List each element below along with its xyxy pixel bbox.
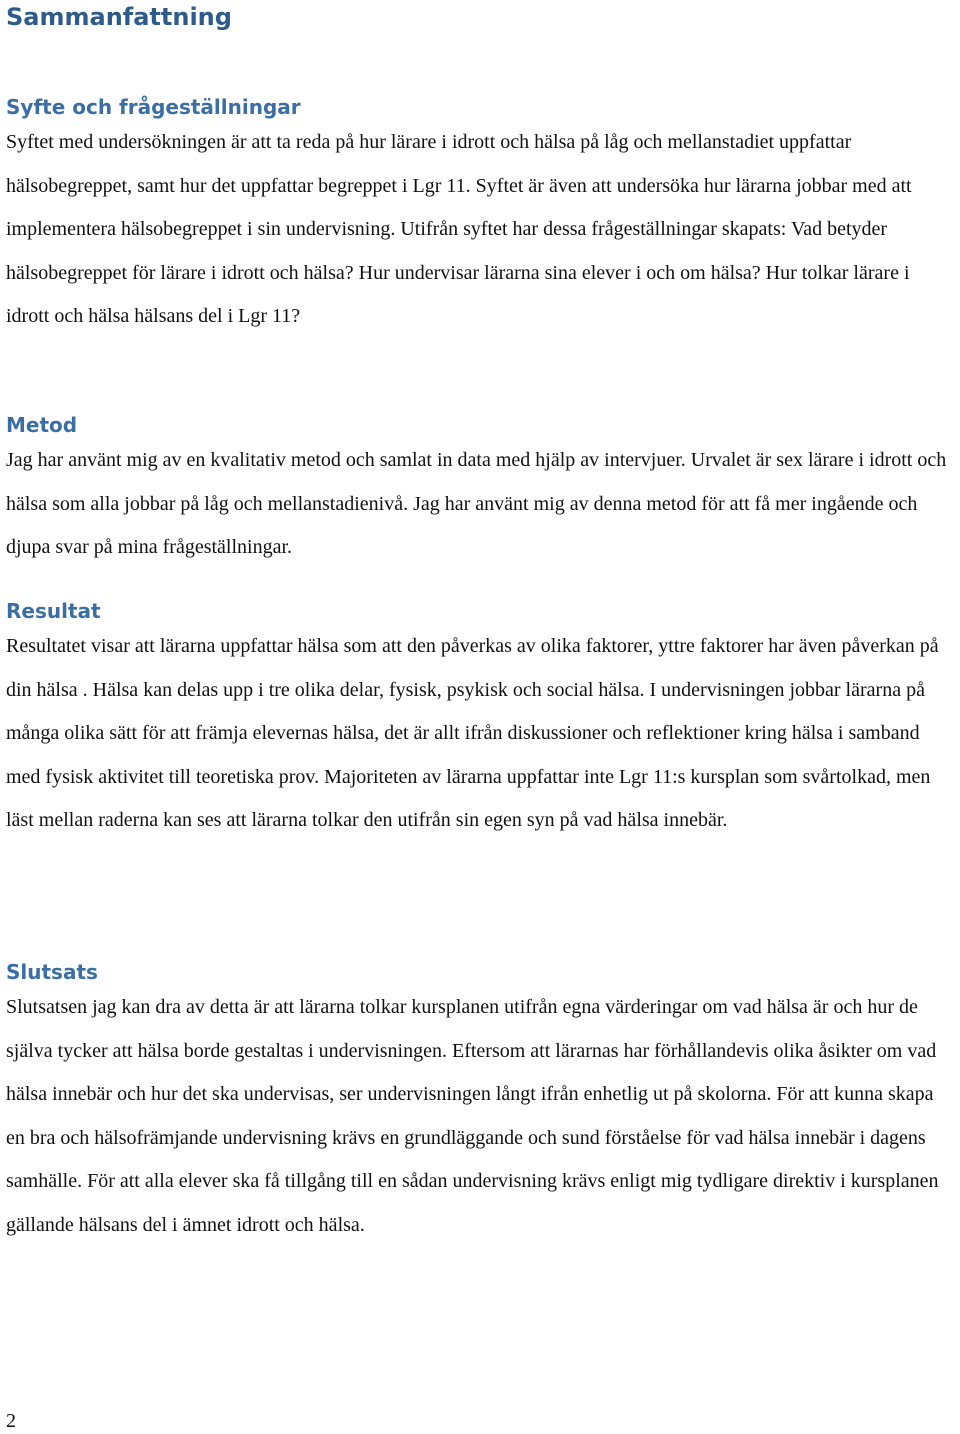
section-text-syfte: Syftet med undersökningen är att ta reda på hur lärare i idrott och hälsa på låg och mellanstadiet uppfattar hälsobegreppet, samt hur det uppfattar begreppet i Lgr 11. Syftet är även att undersöka hur lärarna jobbar med att implementera hälsobegreppet i sin undervisning. Utifrån syftet har dessa frågeställningar skapats: Vad betyder hälsobegreppet för lärare i idrott och hälsa? Hur undervisar lärarna sina elever i och om hälsa? Hur tolkar lärare i idrott och hälsa hälsans del i Lgr 11?: [6, 131, 912, 328]
section-heading-metod: Metod: [6, 413, 78, 437]
page-title: Sammanfattning: [6, 3, 232, 31]
page-number: 2: [6, 1410, 16, 1432]
section-heading-syfte: Syfte och frågeställningar: [6, 95, 301, 119]
section-text-slutsats: Slutsatsen jag kan dra av detta är att lärarna tolkar kursplanen utifrån egna värderingar om vad hälsa är och hur de själva tycker att hälsa borde gestaltas i undervisningen. Eftersom att lärarnas har förhållandevis olika åsikter om vad hälsa innebär och hur det ska undervisas, ser undervisningen långt ifrån enhetlig ut på skolorna. För att kunna skapa en bra och hälsofrämjande undervisning krävs en grundläggande och sund förståelse för vad hälsa innebär i dagens samhälle. För att alla elever ska få tillgång till en sådan undervisning krävs enligt mig tydligare direktiv i kursplanen gällande hälsans del i ämnet idrott och hälsa.: [6, 996, 939, 1236]
section-text-resultat: Resultatet visar att lärarna uppfattar hälsa som att den påverkas av olika faktorer, yttre faktorer har även påverkan på din hälsa . Hälsa kan delas upp i tre olika delar, fysisk, psykisk och social hälsa. I undervisningen jobbar lärarna på många olika sätt för att främja elevernas hälsa, det är allt ifrån diskussioner och reflektioner kring hälsa i samband med fysisk aktivitet till teoretiska prov. Majoriteten av lärarna uppfattar inte Lgr 11:s kursplan som svårtolkad, men läst mellan raderna kan ses att lärarna tolkar den utifrån sin egen syn på vad hälsa innebär.: [6, 635, 939, 832]
section-heading-slutsats: Slutsats: [6, 960, 98, 984]
section-heading-resultat: Resultat: [6, 599, 101, 623]
section-text-metod: Jag har använt mig av en kvalitativ metod och samlat in data med hjälp av intervjuer. Urvalet är sex lärare i idrott och hälsa som alla jobbar på låg och mellanstadienivå. Jag har använt mig av denna metod för att få mer ingående och djupa svar på mina frågeställningar.: [6, 449, 947, 559]
